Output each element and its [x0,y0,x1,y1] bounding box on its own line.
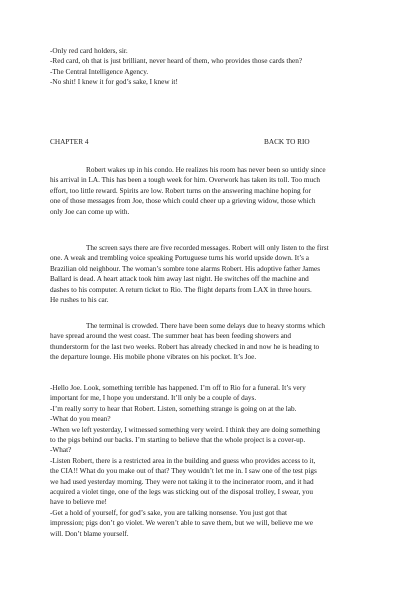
dialog-line: acquired a violet tinge, one of the legs was sticking out of the disposal trolley, I swear, you [50,488,313,497]
paragraph-line: He rushes to his car. [50,296,109,305]
dialog-line: important for me, I hope you understand. It’ll only be a couple of days. [50,394,257,403]
dialog-line: -The Central Intelligence Agency. [50,67,149,76]
paragraph-line: Robert wakes up in his condo. He realizes his room has never been so untidy since [86,166,326,174]
dialog-line: -Listen Robert, there is a restricted area in the building and guess who provides access to it, [50,456,316,465]
paragraph-line: one. A weak and trembling voice speaking Portuguese turns his world upside down. It’s a [50,254,309,263]
dialog-line: -No shit! I knew it for god’s sake, I knew it! [50,78,178,87]
dialog-block-phone-call [50,383,386,539]
dialog-line: the CIA!! What do you make out of that? They wouldn’t let me in. I saw one of the test pigs [50,467,317,476]
chapter-heading [50,137,386,148]
paragraph-terminal [50,321,386,363]
dialog-line: -Hello Joe. Look, something terrible has happened. I’m off to Rio for a funeral. It’s very [50,384,306,392]
chapter-number: CHAPTER 4 [50,138,89,146]
dialog-line: impression; pigs don’t go violet. We weren’t able to save them, but we will, believe me we [50,519,313,528]
paragraph-line: The screen says there are five recorded messages. Robert will only listen to the first [86,244,329,252]
paragraph-line: thunderstorm for the last two weeks. Robert has already checked in and now he is heading to [50,342,320,351]
paragraph-line: have spread around the west coast. The summer heat has been feeding showers and [50,332,292,341]
paragraph-line: only Joe can come up with. [50,207,130,216]
paragraph-messages [50,243,386,305]
dialog-line: we had used yesterday morning. They were not taking it to the incinerator room, and it had [50,477,314,486]
paragraph-line: the departure lounge. His mobile phone vibrates on his pocket. It’s Joe. [50,353,257,362]
paragraph-line: his arrival in LA. This has been a tough week for him. Overwork has taken its toll. Too much [50,176,321,185]
dialog-line: -Get a hold of yourself, for god’s sake, you are talking nonsense. You just got that [50,508,287,517]
dialog-line: -I’m really sorry to hear that Robert. Listen, something strange is going on at the lab. [50,404,297,413]
dialog-line: -When we left yesterday, I witnessed something very weird. I think they are doing something [50,425,321,434]
dialog-block-top [50,46,386,88]
paragraph-line: effort, too little reward. Spirits are low. Robert turns on the answering machine hoping for [50,186,311,195]
dialog-line: -What do you mean? [50,415,111,424]
paragraph-line: dashes to his computer. A return ticket to Rio. The flight departs from LAX in three hours. [50,285,312,294]
dialog-line: -Only red card holders, sir. [50,47,128,55]
paragraph-line: Ballard is dead. A heart attack took him away last night. He switches off the machine and [50,275,309,284]
chapter-title: BACK TO RIO [264,138,310,146]
paragraph-line: one of those messages from Joe, those which could cheer up a grieving widow, those which [50,197,316,206]
dialog-line: -Red card, oh that is just brilliant, never heard of them, who provides those cards then? [50,57,303,66]
dialog-line: have to believe me! [50,498,107,507]
paragraph-line: The terminal is crowded. There have been some delays due to heavy storms which [86,322,326,330]
paragraph-wakes-up [50,165,386,217]
dialog-line: -What? [50,446,72,455]
paragraph-line: Brazilian old neighbour. The woman’s sombre tone alarms Robert. His adoptive father James [50,264,321,273]
dialog-line: will. Don’t blame yourself. [50,529,129,538]
dialog-line: to the pigs behind our backs. I’m starting to believe that the whole project is a cover-up. [50,436,306,445]
